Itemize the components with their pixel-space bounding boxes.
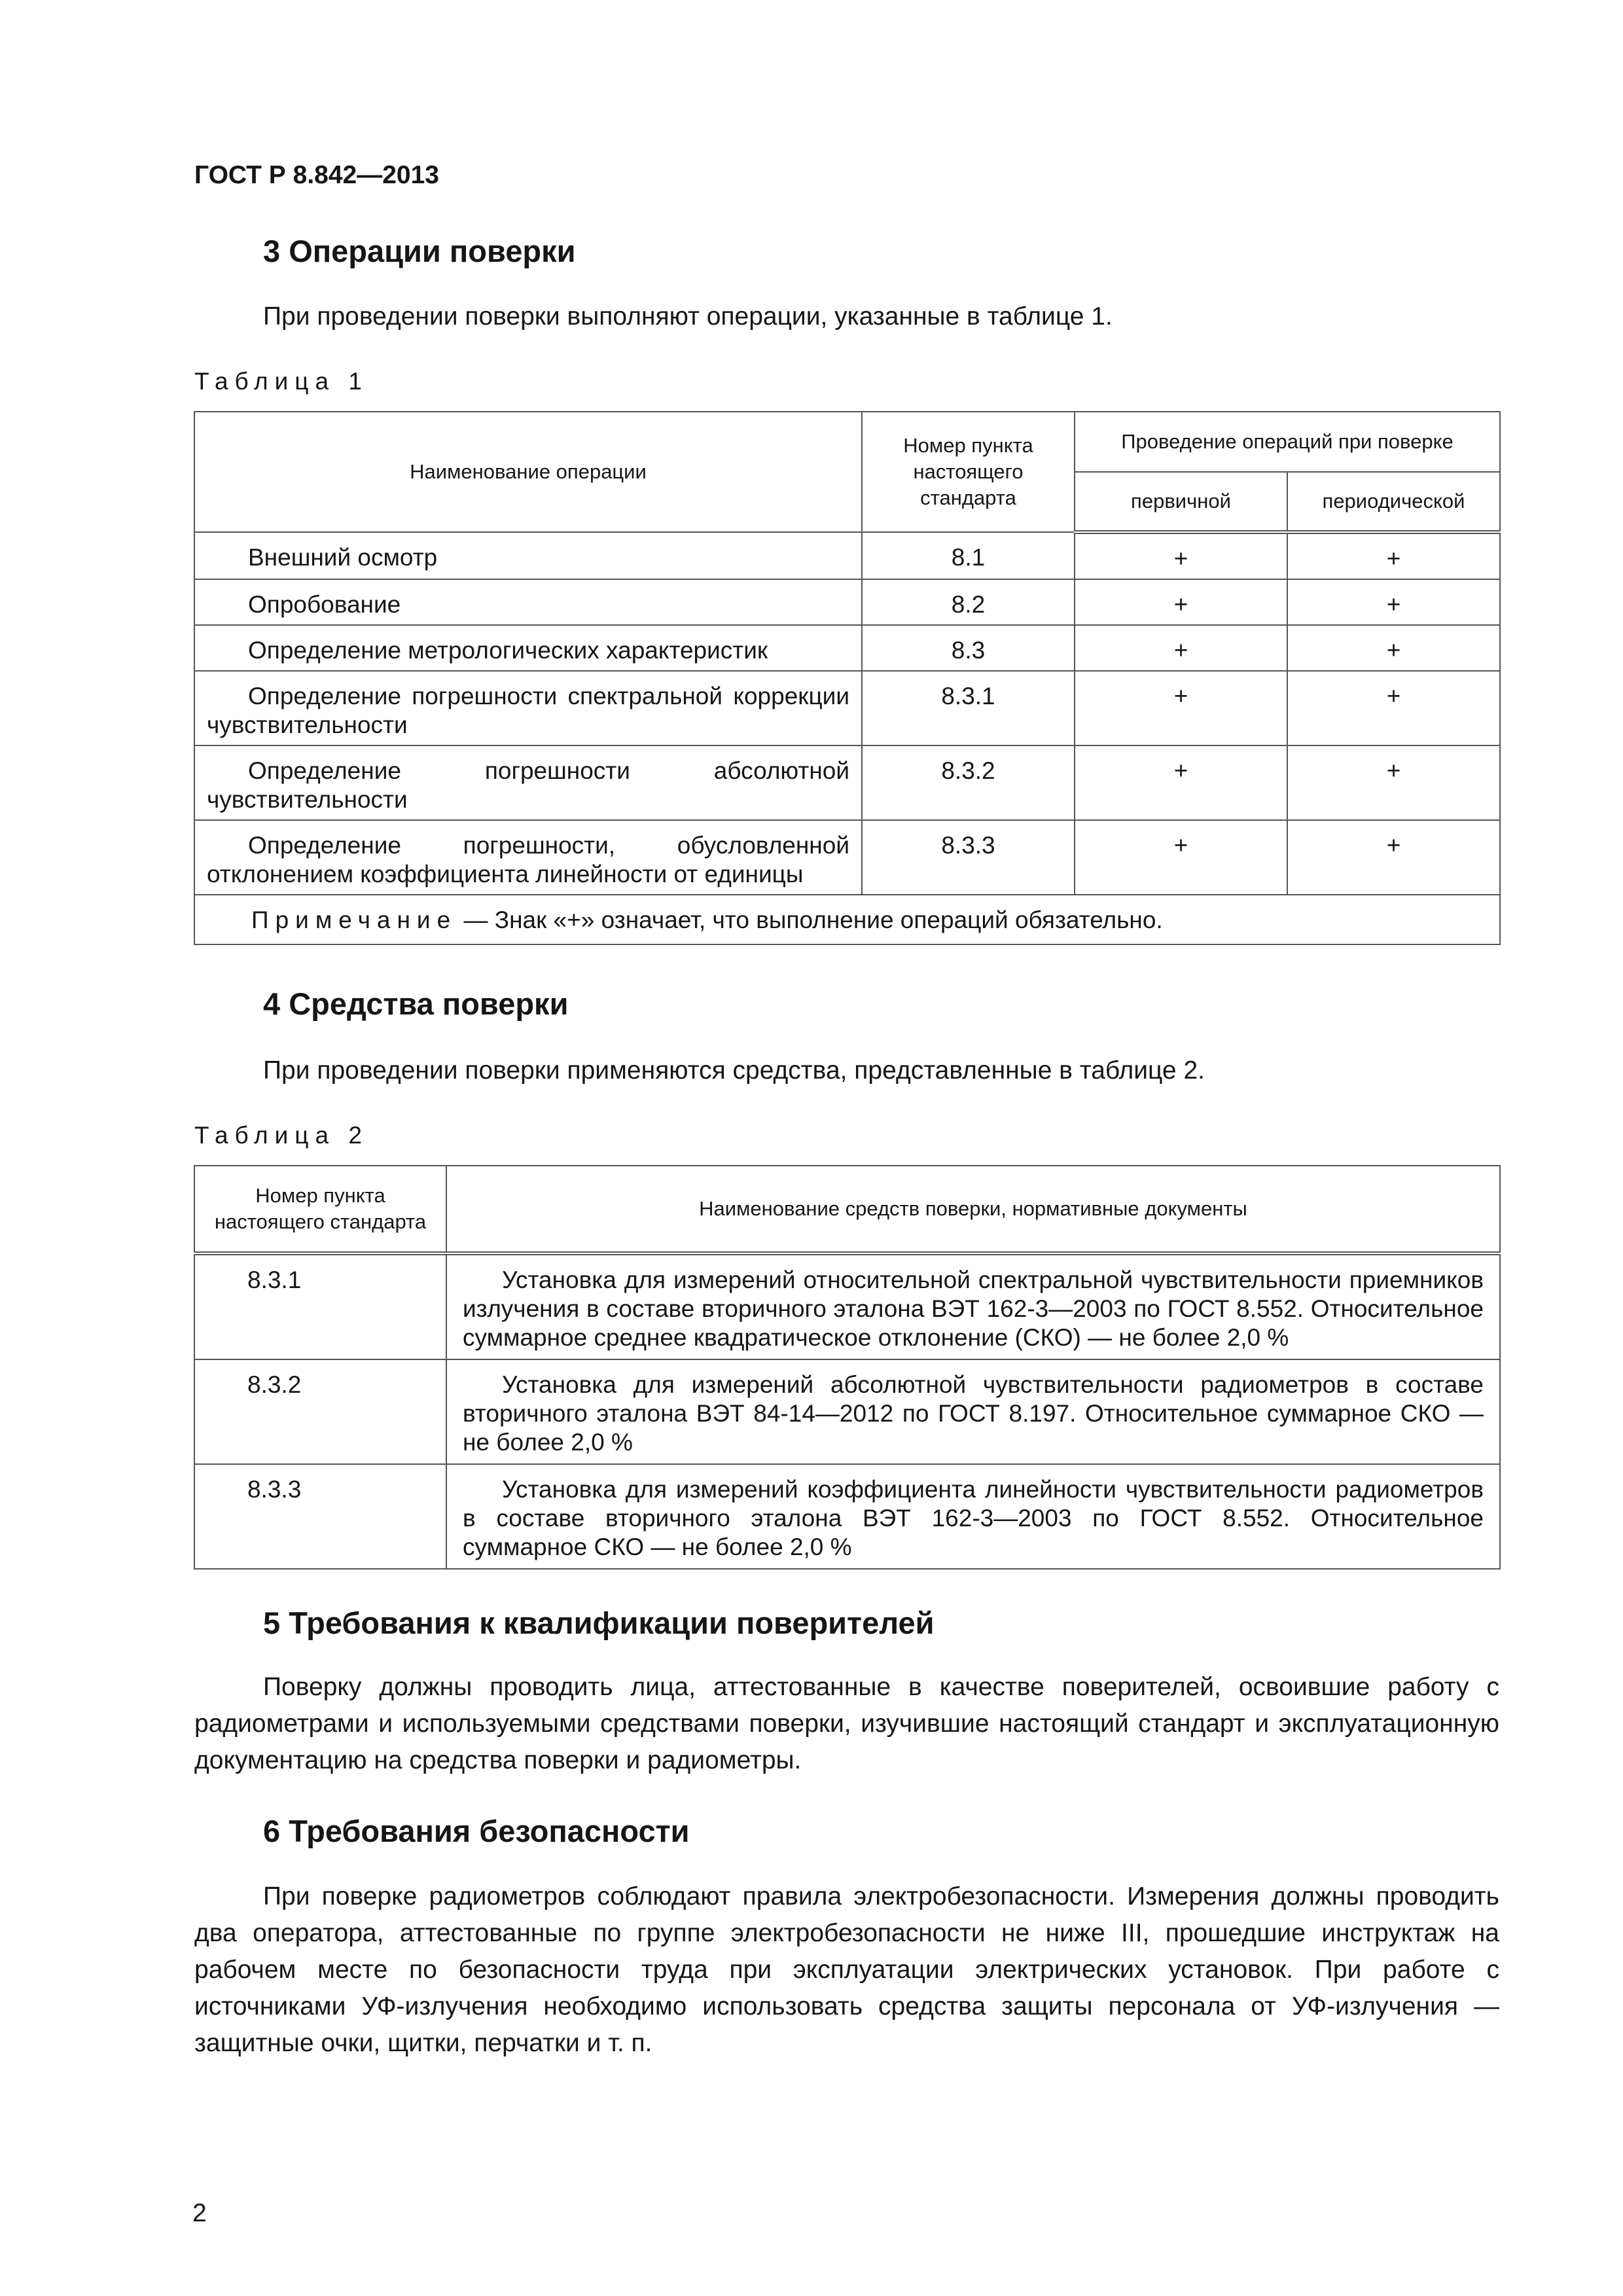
- table-2-caption: Таблица 2: [194, 1122, 368, 1149]
- header-verification-means: Наименование средств поверки, нормативные документы: [446, 1166, 1500, 1253]
- section-5-title: 5 Требования к квалификации поверителей: [263, 1605, 935, 1640]
- table-note-row: [194, 895, 1500, 944]
- clause-number: 8.3.3: [862, 820, 1075, 895]
- header-clause-number: Номер пункта настоящего стандарта: [194, 1166, 446, 1253]
- operation-name: Определение погрешности, обусловленной отклонением коэффициента линейности от единицы: [194, 820, 862, 895]
- periodic-mark: +: [1287, 579, 1500, 625]
- clause-number: 8.1: [862, 532, 1075, 579]
- periodic-mark: +: [1287, 671, 1500, 745]
- clause-number: 8.3.2: [194, 1359, 446, 1464]
- clause-number: 8.3.1: [862, 671, 1075, 745]
- periodic-mark: +: [1287, 532, 1500, 579]
- section-6-text: При поверке радиометров соблюдают правила электробезопасности. Измерения должны проводить два оператора, аттестованные по группе электробезопасности не ниже III, прошедшие инструктаж на рабочем месте по безопасности труда при эксплуатации электрических установок. При работе с источниками УФ-излучения необходимо использовать средства защиты персонала от УФ-излучения — защитные очки, щитки, перчатки и т. п.: [194, 1882, 1499, 2057]
- section-5-text: Поверку должны проводить лица, аттестованные в качестве поверителей, освоившие работу с радиометрами и используемыми средствами поверки, изучившие настоящий стандарт и эксплуатационную документацию на средства поверки и радиометры.: [194, 1673, 1499, 1774]
- clause-number: 8.3.1: [194, 1253, 446, 1359]
- verification-means-table: [194, 1165, 1501, 1570]
- operation-name: Определение погрешности абсолютной чувствительности: [194, 745, 862, 820]
- table-1-caption: Таблица 1: [194, 368, 368, 395]
- periodic-mark: +: [1287, 625, 1500, 671]
- primary-mark: +: [1075, 671, 1287, 745]
- table-row: [194, 820, 1500, 895]
- table-row: [194, 1464, 1500, 1569]
- primary-mark: +: [1075, 820, 1287, 895]
- clause-number: 8.3: [862, 625, 1075, 671]
- clause-number: 8.2: [862, 579, 1075, 625]
- operation-name: Определение погрешности спектральной коррекции чувствительности: [194, 671, 862, 745]
- clause-number: 8.3.2: [862, 745, 1075, 820]
- header-periodic: периодической: [1287, 472, 1500, 532]
- table-row: [194, 579, 1500, 625]
- section-4-title: 4 Средства поверки: [263, 986, 569, 1021]
- table-note: [194, 895, 1500, 944]
- section-3-title: 3 Операции поверки: [263, 234, 576, 268]
- primary-mark: +: [1075, 579, 1287, 625]
- note-label: Примечание: [251, 906, 457, 933]
- table-row: [194, 745, 1500, 820]
- header-clause-number: Номер пункта настоящего стандарта: [862, 412, 1075, 532]
- operation-name: Опробование: [194, 579, 862, 625]
- operation-name: Определение метрологических характеристик: [194, 625, 862, 671]
- table-row: [194, 671, 1500, 745]
- means-description: Установка для измерений абсолютной чувствительности радиометров в составе вторичного эталона ВЭТ 84-14—2012 по ГОСТ 8.197. Относительное суммарное СКО — не более 2,0 %: [446, 1359, 1500, 1464]
- table-row: [194, 1359, 1500, 1464]
- periodic-mark: +: [1287, 820, 1500, 895]
- clause-number: 8.3.3: [194, 1464, 446, 1569]
- means-description: Установка для измерений относительной спектральной чувствительности приемников излучения в составе вторичного эталона ВЭТ 162-3—2003 по ГОСТ 8.552. Относительное суммарное среднее квадратическое отклонение (СКО) — не более 2,0 %: [446, 1253, 1500, 1359]
- header-verification: Проведение операций при поверке: [1075, 412, 1500, 472]
- section-4-intro: При проведении поверки применяются средства, представленные в таблице 2.: [263, 1056, 1205, 1085]
- table-row: [194, 625, 1500, 671]
- means-description: Установка для измерений коэффициента линейности чувствительности радиометров в составе вторичного эталона ВЭТ 162-3—2003 по ГОСТ 8.552. Относительное суммарное СКО — не более 2,0 %: [446, 1464, 1500, 1569]
- note-text: — Знак «+» означает, что выполнение операций обязательно.: [457, 906, 1163, 933]
- table-row: [194, 1253, 1500, 1359]
- document-code: ГОСТ Р 8.842—2013: [194, 161, 439, 189]
- table-row: [194, 532, 1500, 579]
- primary-mark: +: [1075, 532, 1287, 579]
- section-3-intro: При проведении поверки выполняют операции, указанные в таблице 1.: [263, 302, 1113, 331]
- section-6-title: 6 Требования безопасности: [263, 1814, 690, 1848]
- periodic-mark: +: [1287, 745, 1500, 820]
- operations-table: [194, 411, 1501, 945]
- page-number: 2: [192, 2199, 207, 2227]
- operation-name: Внешний осмотр: [194, 532, 862, 579]
- header-operation-name: Наименование операции: [194, 412, 862, 532]
- header-primary: первичной: [1075, 472, 1287, 532]
- primary-mark: +: [1075, 625, 1287, 671]
- primary-mark: +: [1075, 745, 1287, 820]
